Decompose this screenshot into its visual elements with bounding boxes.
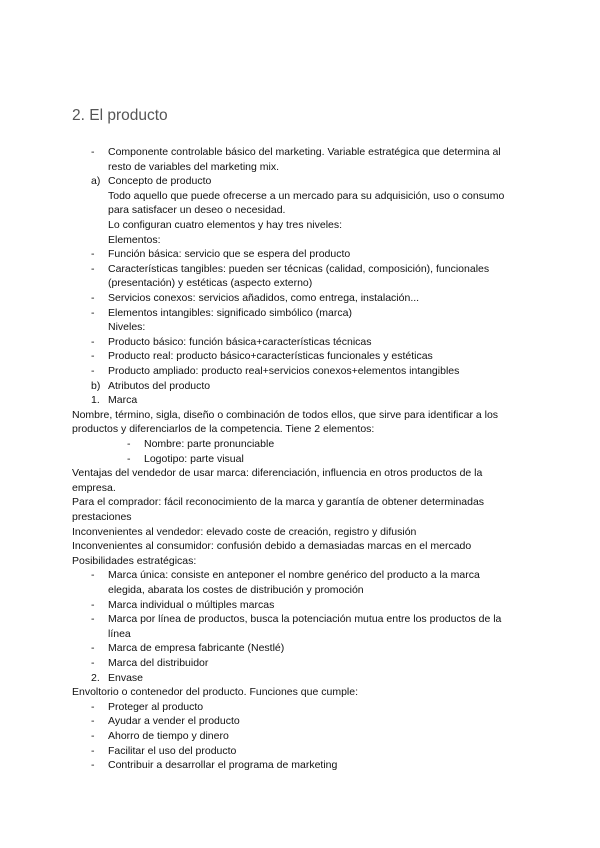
list-marker: - [91,715,95,728]
text-line: Todo aquello que puede ofrecerse a un mercado para su adquisición, uso o consumo [108,189,505,202]
text-line: Producto básico: función básica+características técnicas [108,335,372,348]
text-line: Logotipo: parte visual [144,452,244,465]
text-line: Proteger al producto [108,700,204,713]
text-line: Posibilidades estratégicas: [72,554,197,567]
list-marker: - [127,438,131,450]
text-line: Marca [108,394,138,407]
text-line: Inconvenientes al consumidor: confusión debido a demasiadas marcas en el mercado [72,540,472,553]
list-marker: - [91,146,95,158]
text-line: Marca por línea de productos, busca la potenciación mutua entre los productos de la [108,613,502,626]
list-marker: - [91,700,95,713]
text-line: productos y diferenciarlos de la competencia. Tiene 2 elementos: [72,423,375,436]
text-line: (presentación) y estéticas (aspecto externo) [108,277,313,290]
text-line: Servicios conexos: servicios añadidos, como entrega, instalación... [108,292,420,304]
list-marker: - [127,452,131,465]
text-line: Para el comprador: fácil reconocimiento de la marca y garantía de obtener determinadas [72,496,485,509]
text-line: Marca de empresa fabricante (Nestlé) [108,642,285,655]
text-line: Marca individual o múltiples marcas [108,598,275,611]
text-line: Envoltorio o contenedor del producto. Funciones que cumple: [72,686,359,699]
list-marker: - [91,642,95,655]
text-line: Marca del distribuidor [108,657,209,669]
list-marker: - [91,350,95,363]
text-line: Ahorro de tiempo y dinero [108,730,229,742]
text-line: línea [108,627,131,640]
text-line: Concepto de producto [108,175,212,188]
list-marker: - [91,569,95,582]
text-line: Producto real: producto básico+características funcionales y estéticas [108,350,433,363]
text-line: Facilitar el uso del producto [108,744,237,757]
text-line: Ventajas del vendedor de usar marca: diferenciación, influencia en otros productos de la [72,467,483,480]
text-line: Envase [108,671,144,684]
text-line: Niveles: [108,321,146,334]
text-line: Marca única: consiste en anteponer el nombre genérico del producto a la marca [108,569,480,582]
list-marker: 2. [91,671,100,684]
list-marker: - [91,744,95,757]
text-line: Atributos del producto [108,379,211,392]
list-marker: - [91,306,95,319]
text-line: Características tangibles: pueden ser técnicas (calidad, composición), funcionales [108,262,490,275]
list-marker: - [91,262,95,275]
text-line: prestaciones [72,511,132,523]
text-line: Función básica: servicio que se espera del producto [108,248,351,261]
text-line: Inconvenientes al vendedor: elevado coste de creación, registro y difusión [72,525,417,538]
text-line: Lo configuran cuatro elementos y hay tres niveles: [108,219,343,231]
text-line: Nombre: parte pronunciable [144,438,275,450]
text-line: elegida, abarata los costes de distribución y promoción [108,584,364,596]
section-title: 2. El producto [72,107,168,124]
text-line: Elementos intangibles: significado simbólico (marca) [108,306,352,319]
list-marker: - [91,759,95,772]
text-line: Producto ampliado: producto real+servicios conexos+elementos intangibles [108,365,460,377]
list-marker: - [91,365,95,377]
list-marker: 1. [91,394,100,407]
text-line: resto de variables del marketing mix. [108,160,279,173]
text-line: para satisfacer un deseo o necesidad. [108,204,286,217]
list-marker: - [91,730,95,742]
text-line: Componente controlable básico del marketing. Variable estratégica que determina al [108,146,501,158]
list-marker: - [91,657,95,669]
list-marker: a) [91,175,101,188]
list-marker: - [91,335,95,348]
text-line: empresa. [72,481,116,494]
list-marker: - [91,292,95,304]
list-marker: - [91,598,95,611]
text-line: Elementos: [108,233,161,246]
list-marker: - [91,248,95,261]
list-marker: b) [91,379,101,392]
text-line: Nombre, término, sigla, diseño o combinación de todos ellos, que sirve para identificar a los [72,408,499,421]
text-line: Contribuir a desarrollar el programa de marketing [108,759,338,772]
list-marker: - [91,613,95,626]
text-line: Ayudar a vender el producto [108,715,240,728]
